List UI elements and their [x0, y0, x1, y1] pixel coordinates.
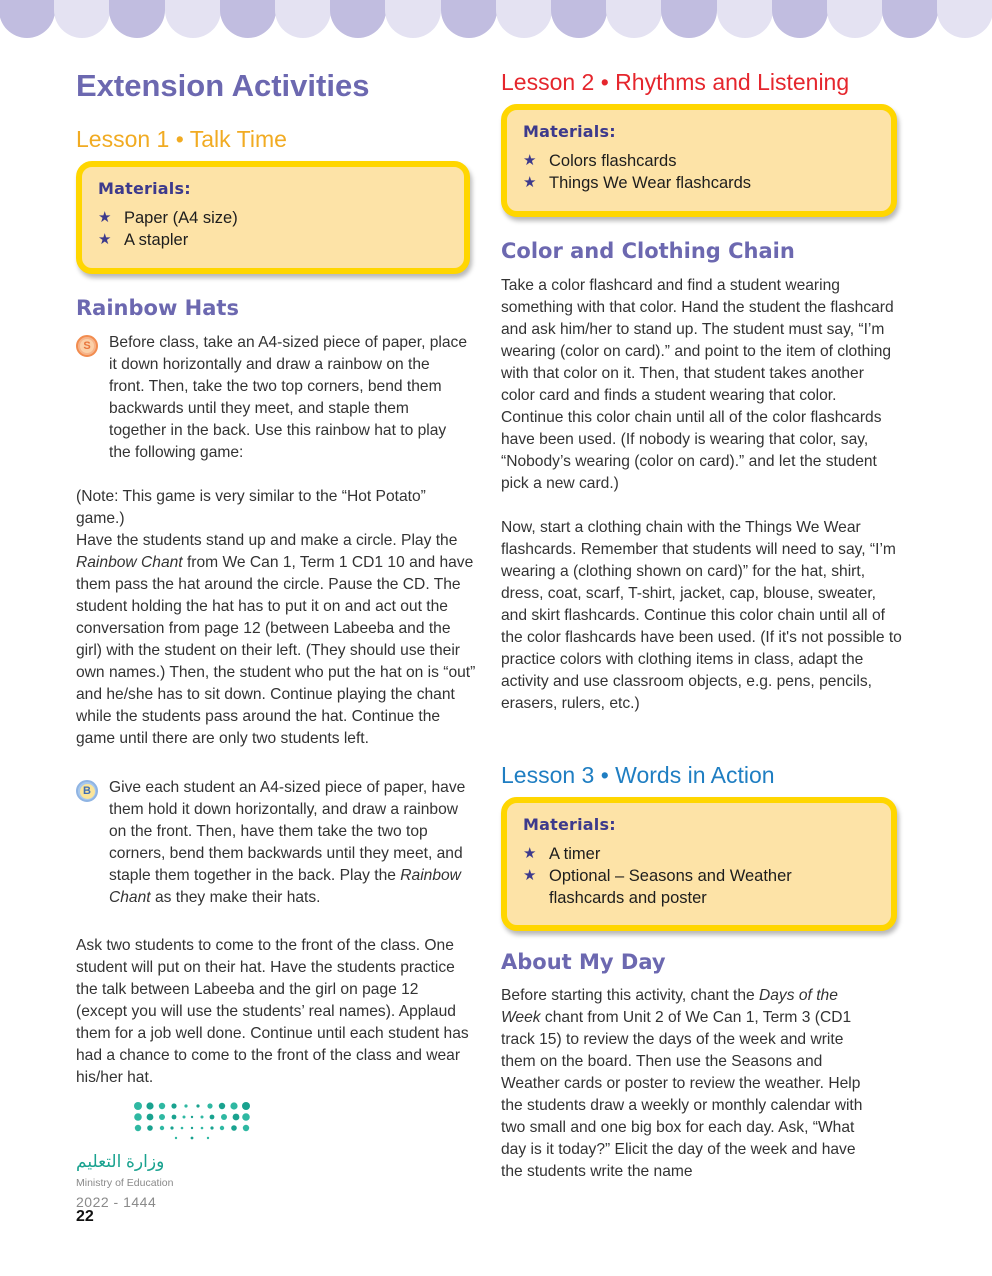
star-icon: ★	[523, 174, 537, 191]
star-icon: ★	[98, 209, 112, 226]
scallop-shape	[661, 0, 717, 38]
logo-dot	[196, 1104, 199, 1107]
lesson-1-materials-box	[76, 161, 470, 274]
scallop-shape	[717, 0, 773, 38]
logo-dot	[159, 1103, 165, 1109]
logo-dot	[191, 1127, 193, 1129]
star-icon: ★	[523, 845, 537, 862]
scallop-shape	[937, 0, 992, 38]
ministry-arabic-name: وزارة التعليم	[76, 1152, 165, 1171]
logo-dot	[159, 1114, 165, 1120]
scallop-shape	[772, 0, 828, 38]
scallop-shape	[54, 0, 110, 38]
lesson-2-title: Lesson 2 • Rhythms and Listening	[501, 69, 850, 95]
scallop-shape	[606, 0, 662, 38]
color-chain-paragraph: Take a color flashcard and find a student wearing something with that color. Hand the student the flashcard and ask him/her to stand up. The student must say, “I’m wearing (color on card).” and point to the item of clothing with that color on it. Then, that student takes another color card and finds a student wearing that color. Continue this color chain until all of the color flashcards have been used. (If nobody is wearing that color, say, “Nobody’s wearing (color on card).” and let the student pick a new card.)	[501, 277, 894, 492]
logo-dot	[207, 1103, 212, 1108]
logo-dot	[231, 1125, 237, 1131]
scallop-shape	[496, 0, 552, 38]
activity-title-about-my-day: About My Day	[501, 950, 666, 974]
star-icon: ★	[523, 867, 537, 884]
logo-dot	[134, 1113, 142, 1121]
rainbow-hats-closing: Ask two students to come to the front of the class. One student will put on their hat. Have the students practice the talk between Labeeba and the girl on page 12 (except you will use the students’ real names). Applaud them for a job well done. Continue until each student has had a chance to come to the front of the class and wear his/her hat.	[76, 937, 469, 1086]
material-item: ★ Colors flashcards	[523, 152, 677, 170]
logo-dot	[135, 1125, 141, 1131]
rainbow-hats-b-instructions: Give each student an A4-sized piece of paper, have them hold it down horizontally, and draw a rainbow on the front. Then, have them take the two top corners, bend them backwards until they meet, and staple them together in the back. Play the Rainbow Chant as they make their hats.	[109, 779, 466, 906]
logo-dot	[242, 1113, 250, 1121]
material-item: ★ A stapler	[98, 231, 189, 249]
logo-dot	[221, 1114, 227, 1120]
logo-dot	[210, 1115, 215, 1120]
logo-dot	[191, 1137, 194, 1140]
material-item: ★ A timer	[523, 845, 601, 863]
logo-dot	[171, 1103, 176, 1108]
logo-dot	[201, 1127, 204, 1130]
logo-dot	[242, 1102, 250, 1110]
logo-dot	[243, 1125, 249, 1131]
logo-dot	[172, 1115, 177, 1120]
activity-title-rainbow-hats: Rainbow Hats	[76, 296, 239, 320]
logo-dot	[219, 1103, 225, 1109]
scalloped-border	[0, 0, 992, 40]
materials-label: Materials:	[523, 122, 616, 141]
logo-dot	[230, 1102, 237, 1109]
lesson-3-title: Lesson 3 • Words in Action	[501, 762, 775, 788]
logo-dot	[207, 1137, 209, 1139]
s-level-badge-icon: S	[76, 335, 98, 357]
logo-dot	[175, 1137, 177, 1139]
material-item: ★ Optional – Seasons and Weather flashcards and poster	[523, 867, 792, 907]
logo-dot	[146, 1102, 153, 1109]
logo-dot	[233, 1114, 240, 1121]
logo-dot	[220, 1126, 224, 1130]
logo-dot	[184, 1104, 187, 1107]
logo-dot	[191, 1116, 193, 1118]
logo-dot	[170, 1126, 173, 1129]
scallop-shape	[551, 0, 607, 38]
logo-dot	[183, 1116, 186, 1119]
ministry-english-name: Ministry of Education	[76, 1177, 174, 1189]
logo-dot	[147, 1125, 153, 1131]
scallop-shape	[441, 0, 497, 38]
lesson-1-title: Lesson 1 • Talk Time	[76, 126, 287, 152]
material-item: ★ Paper (A4 size)	[98, 209, 238, 227]
logo-dot	[201, 1116, 204, 1119]
scallop-shape	[330, 0, 386, 38]
lesson-2-materials-box	[501, 104, 897, 217]
about-my-day-paragraph: Before starting this activity, chant the Days of the Week chant from Unit 2 of We Can 1, Term 3 (CD1 track 15) to review the days of the week and write them on the board. Then use the Seasons and Weather cards or poster to review the weather. Help the students draw a weekly or monthly calendar with two small and one big box for each day. Ask, “What day is it today?” Elicit the day of the week and have the students write the name	[501, 987, 863, 1180]
scallop-shape	[882, 0, 938, 38]
rainbow-hats-game-instructions: Have the students stand up and make a circle. Play the Rainbow Chant from We Can 1, Term 1 CD1 10 and have them pass the hat around the circle. Pause the CD. The student holding the hat has to put it on and act out the conversation from page 12 (between Labeeba and the girl) with the student on their left. (They should use their own names.) Then, the student who put the hat on is “out” and he/she has to sit down. Continue playing the chant while the students pass around the hat. Continue the game until there are only two students left.	[76, 532, 476, 747]
star-icon: ★	[98, 231, 112, 248]
logo-dot	[160, 1126, 164, 1130]
page-number: 22	[76, 1208, 94, 1225]
scallop-shape	[827, 0, 883, 38]
activity-title-color-clothing-chain: Color and Clothing Chain	[501, 239, 795, 263]
footer-year: 2022 - 1444	[76, 1194, 157, 1210]
clothing-chain-paragraph: Now, start a clothing chain with the Things We Wear flashcards. Remember that students will need to say, “I’m wearing a (clothing shown on card)” for the hat, shirt, dress, coat, scarf, T-shirt, jacket, cap, blouse, sweater, and skirt flashcards. Continue this color chain until all of the color flashcards have been used. (If it's not possible to practice colors with clothing items in class, adapt the activity and use classroom objects, e.g. pens, pencils, erasers, rulers, etc.)	[501, 519, 902, 712]
materials-label: Materials:	[98, 179, 191, 198]
material-item: ★ Things We Wear flashcards	[523, 174, 752, 192]
scallop-shape	[165, 0, 221, 38]
scallop-shape	[220, 0, 276, 38]
rainbow-hats-s-instructions: Before class, take an A4-sized piece of paper, place it down horizontally and draw a rainbow on the front. Then, take the two top corners, bend them backwards until they meet, and staple them together in the back. Use this rainbow hat to play the following game:	[109, 334, 468, 461]
logo-dot	[147, 1114, 154, 1121]
rainbow-hats-note: (Note: This game is very similar to the “Hot Potato” game.)	[76, 488, 426, 527]
lesson-3-materials-box	[501, 797, 897, 931]
logo-dot	[210, 1126, 213, 1129]
scallop-shape	[275, 0, 331, 38]
star-icon: ★	[523, 152, 537, 169]
materials-label: Materials:	[523, 815, 616, 834]
scallop-shape	[109, 0, 165, 38]
ministry-of-education-logo-icon	[130, 1100, 255, 1145]
scallop-shape	[385, 0, 441, 38]
logo-dot	[181, 1127, 184, 1130]
page-title: Extension Activities	[76, 68, 370, 103]
scallop-shape	[0, 0, 55, 38]
b-level-badge-icon: B	[76, 780, 98, 802]
logo-dot	[134, 1102, 142, 1110]
